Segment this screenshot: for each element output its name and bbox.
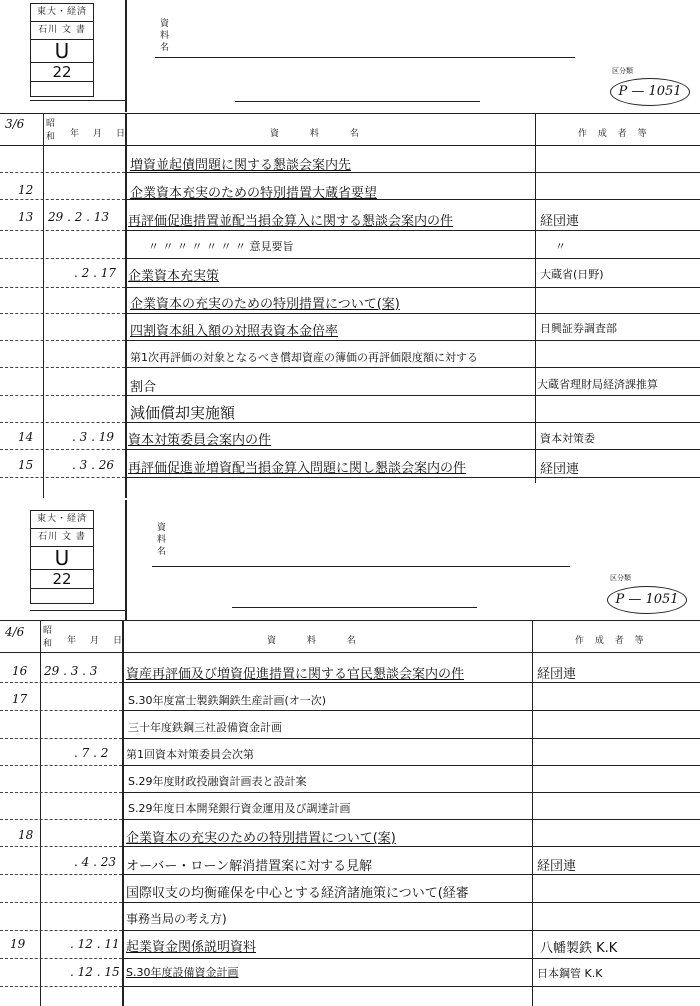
header-month: 月 bbox=[90, 636, 102, 646]
doc-title: S.30年度設備資金計画 bbox=[126, 966, 239, 979]
doc-title: 資本対策委員会案内の件 bbox=[128, 433, 272, 448]
doc-title: S.30年度富士製鉄鋼鉄生産計画(オ一次) bbox=[128, 694, 327, 707]
doc-number: 17 bbox=[12, 692, 28, 706]
doc-title: 減価償却実施額 bbox=[130, 404, 236, 422]
doc-date: 29 . 2 . 13 bbox=[48, 210, 110, 224]
header-year: 年 bbox=[70, 129, 82, 139]
doc-author: 大蔵省(日野) bbox=[540, 268, 604, 281]
doc-title: 第1回資本対策委員会次第 bbox=[126, 748, 254, 761]
doc-title: 企業資本充実策 bbox=[128, 269, 220, 284]
class-label: 区分類 bbox=[612, 67, 633, 75]
doc-author: 日本鋼管 K.K bbox=[537, 967, 603, 980]
doc-title: 起業資金関係説明資料 bbox=[126, 940, 257, 955]
stamp-institution: 東大・経済 bbox=[31, 4, 93, 22]
doc-title: 四割資本組入額の対照表資本金倍率 bbox=[130, 324, 339, 339]
doc-number: 19 bbox=[10, 937, 26, 951]
stamp-letter: U bbox=[31, 547, 93, 570]
doc-number: 15 bbox=[18, 458, 34, 472]
header-era: 昭 和 bbox=[43, 626, 53, 649]
stamp-institution: 東大・経済 bbox=[31, 511, 93, 529]
header-day: 日 bbox=[116, 129, 128, 139]
archive-stamp bbox=[30, 510, 94, 604]
stamp-number: 22 bbox=[31, 570, 93, 589]
doc-title: オーバー・ローン解消措置案に対する見解 bbox=[126, 859, 373, 874]
doc-number: 12 bbox=[18, 183, 34, 197]
doc-number: 18 bbox=[18, 828, 34, 842]
header-era: 昭 和 bbox=[46, 119, 56, 142]
doc-title: S.29年度日本開発銀行資金運用及び調達計画 bbox=[128, 802, 351, 815]
side-mark: 3/6 bbox=[5, 117, 25, 131]
doc-title: 国際収支の均衡確保を中心とする経済諸施策について(経審 bbox=[126, 886, 469, 901]
field-label: 資 料 名 bbox=[160, 19, 170, 53]
doc-title: 事務当局の考え方) bbox=[126, 912, 227, 926]
class-code: P — 1051 bbox=[607, 586, 687, 614]
doc-title: 企業資本の充実のための特別措置について(案) bbox=[130, 297, 400, 312]
doc-date: . 2 . 17 bbox=[74, 266, 116, 280]
doc-title: 第1次再評価の対象となるべき償却資産の簿価の再評価限度額に対する bbox=[130, 351, 478, 364]
stamp-blank bbox=[31, 82, 93, 96]
doc-title: 企業資本充実のための特別措置大蔵省要望 bbox=[130, 186, 378, 201]
field-label: 資 料 名 bbox=[157, 523, 167, 557]
header-month: 月 bbox=[93, 129, 105, 139]
doc-number: 13 bbox=[18, 210, 34, 224]
doc-author: 日興証券調査部 bbox=[540, 322, 617, 335]
doc-author: 大蔵省理財局経済課推算 bbox=[537, 378, 658, 391]
doc-author: 資本対策委 bbox=[540, 432, 595, 445]
doc-number: 16 bbox=[12, 664, 28, 678]
header-day: 日 bbox=[113, 636, 125, 646]
header-author: 作 成 者 等 bbox=[575, 636, 648, 646]
doc-title: 〃 〃 〃 〃 〃 〃 〃 意見要旨 bbox=[148, 240, 294, 253]
doc-title: 増資並起債問題に関する懇談会案内先 bbox=[130, 158, 352, 173]
side-mark: 4/6 bbox=[5, 625, 25, 639]
stamp-collection: 石川 文 書 bbox=[31, 529, 93, 547]
doc-date: . 12 . 15 bbox=[70, 965, 120, 979]
doc-author: 経団連 bbox=[540, 214, 580, 229]
stamp-letter: U bbox=[31, 40, 93, 63]
doc-title: S.29年度財政投融資計画表と設計案 bbox=[128, 775, 307, 788]
doc-date: . 12 . 11 bbox=[70, 937, 120, 951]
doc-title: 再評価促進並増資配当損金算入問題に関し懇談会案内の件 bbox=[128, 461, 467, 476]
stamp-collection: 石川 文 書 bbox=[31, 22, 93, 40]
header-doc-name: 資 料 名 bbox=[267, 636, 370, 646]
header-author: 作 成 者 等 bbox=[578, 129, 651, 139]
doc-title: 再評価促進措置並配当損金算入に関する懇談会案内の件 bbox=[128, 214, 454, 229]
doc-date: 29 . 3 . 3 bbox=[44, 664, 98, 678]
doc-date: . 7 . 2 bbox=[74, 746, 109, 760]
doc-author: 経団連 bbox=[537, 667, 577, 682]
class-label: 区分類 bbox=[610, 574, 631, 582]
header-year: 年 bbox=[67, 636, 79, 646]
doc-author: 八幡製鉄 K.K bbox=[540, 941, 618, 956]
doc-date: . 3 . 19 bbox=[72, 430, 114, 444]
doc-number: 14 bbox=[18, 430, 34, 444]
doc-author: 〃 bbox=[555, 240, 566, 253]
archive-stamp bbox=[30, 3, 94, 97]
doc-date: . 4 . 23 bbox=[74, 855, 116, 869]
doc-title: 三十年度鉄鋼三社設備資金計画 bbox=[128, 721, 282, 734]
stamp-blank bbox=[31, 589, 93, 603]
stamp-number: 22 bbox=[31, 63, 93, 82]
doc-title: 資産再評価及び増資促進措置に関する官民懇談会案内の件 bbox=[126, 667, 465, 682]
doc-title: 割合 bbox=[130, 380, 157, 395]
doc-author: 経団連 bbox=[537, 859, 577, 874]
doc-author: 経団連 bbox=[540, 462, 580, 477]
header-doc-name: 資 料 名 bbox=[270, 129, 373, 139]
doc-title: 企業資本の充実のための特別措置について(案) bbox=[126, 831, 396, 846]
doc-date: . 3 . 26 bbox=[72, 458, 114, 472]
class-code: P — 1051 bbox=[610, 78, 690, 106]
